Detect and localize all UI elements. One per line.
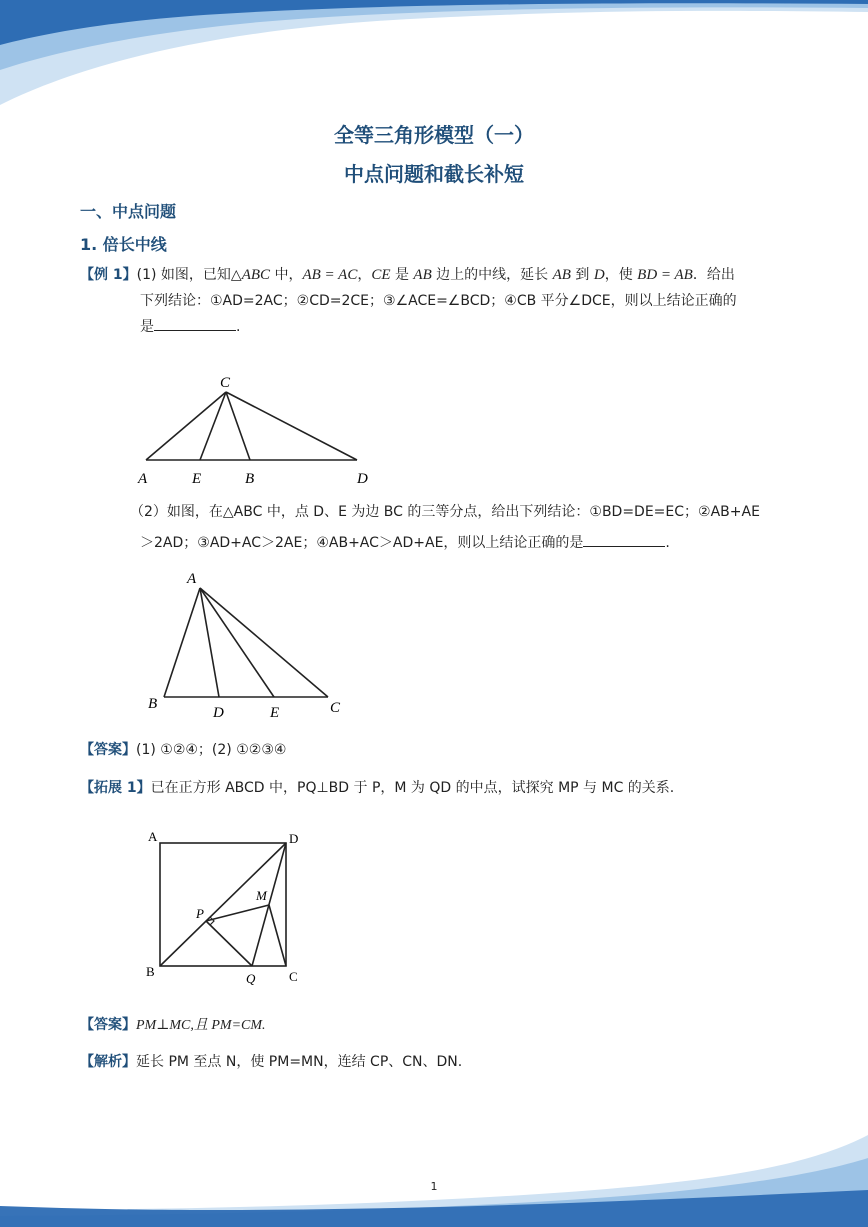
label-a: A — [148, 829, 158, 844]
figure-3 — [140, 825, 305, 990]
footer-wave — [0, 1130, 868, 1227]
label-d: D — [213, 705, 224, 721]
label-m: M — [256, 888, 267, 903]
label-d: D — [289, 831, 299, 846]
label-a: A — [138, 471, 148, 487]
answer-label: 【答案】 — [80, 1017, 136, 1033]
answer-blank — [154, 316, 236, 331]
label-c: C — [220, 375, 231, 391]
answer-blank-2 — [583, 532, 665, 547]
answer-1: 【答案】(1) ①②④；(2) ①②③④ — [80, 742, 287, 758]
label-e: E — [270, 705, 280, 721]
example1-line3: 是 . — [140, 314, 240, 340]
label-b: B — [245, 471, 255, 487]
label-p: P — [196, 906, 204, 921]
sub-heading: 1. 倍长中线 — [80, 235, 167, 254]
document-title: 全等三角形模型（一） — [334, 123, 534, 147]
label-q: Q — [246, 971, 256, 986]
analysis-label: 【解析】 — [80, 1054, 136, 1070]
example1-label: 【例 1】 — [80, 267, 137, 283]
label-a: A — [187, 571, 197, 587]
example1-part2-line1: （2）如图，在△ABC 中，点 D、E 为边 BC 的三等分点，给出下列结论：①BD=DE=EC；②AB+AE — [130, 504, 760, 520]
label-c: C — [289, 969, 298, 984]
example1-line1: 【例 1】(1) 如图，已知△ABC 中，AB = AC，CE 是 AB 边上的中线，延长 AB 到 D，使 BD = AB．给出 — [80, 267, 735, 283]
header-wave — [0, 0, 868, 110]
page-number: 1 — [430, 1180, 438, 1193]
extend-1: 【拓展 1】已在正方形 ABCD 中，PQ⊥BD 于 P，M 为 QD 的中点，试探究 MP 与 MC 的关系. — [80, 780, 675, 796]
figure-2 — [140, 566, 355, 726]
label-b: B — [146, 964, 155, 979]
example1-part2-line2: ＞2AD；③AD+AC＞2AE；④AB+AC＞AD+AE，则以上结论正确的是 . — [140, 530, 670, 556]
label-d: D — [357, 471, 368, 487]
document-subtitle: 中点问题和截长补短 — [344, 162, 524, 186]
label-e: E — [192, 471, 202, 487]
section-heading: 一、中点问题 — [80, 202, 177, 221]
figure-1 — [130, 372, 380, 492]
example1-line2: 下列结论：①AD=2AC；②CD=2CE；③∠ACE=∠BCD；④CB 平分∠DCE，则以上结论正确的 — [140, 293, 737, 309]
answer-2: 【答案】PM⊥MC,且 PM=CM. — [80, 1017, 266, 1033]
extend-label: 【拓展 1】 — [80, 780, 151, 796]
label-b: B — [148, 696, 158, 712]
analysis: 【解析】延长 PM 至点 N，使 PM=MN，连结 CP、CN、DN. — [80, 1054, 463, 1070]
label-c: C — [330, 700, 341, 716]
answer-label: 【答案】 — [80, 742, 136, 758]
